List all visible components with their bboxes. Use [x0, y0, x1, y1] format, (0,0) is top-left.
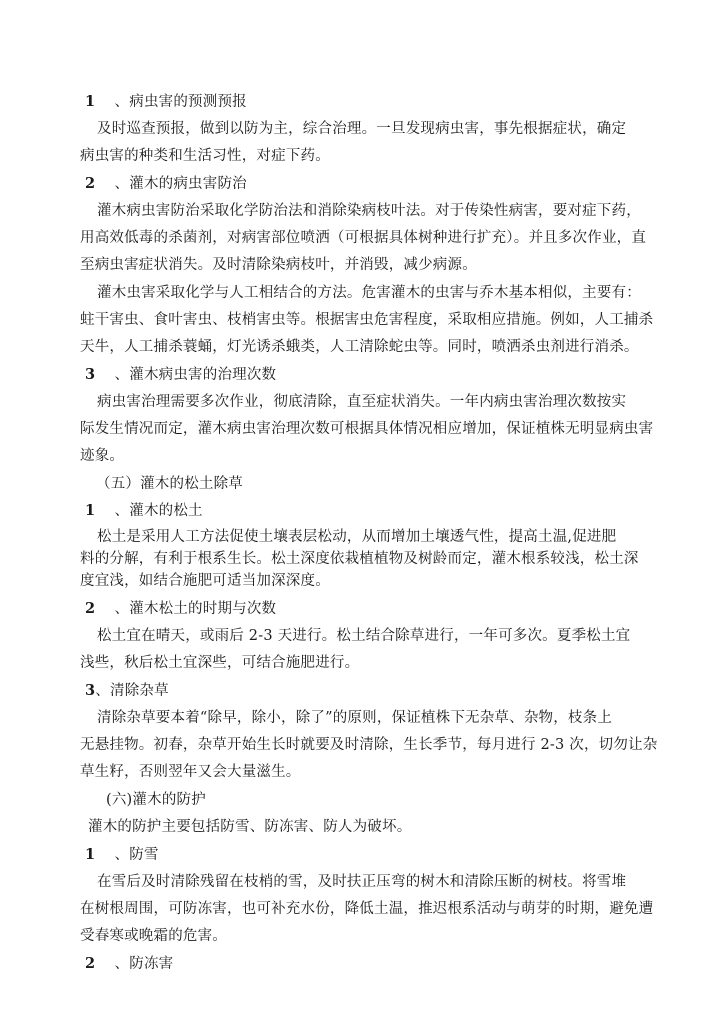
subsection-heading: (六)灌木的防护	[106, 792, 206, 808]
section-heading	[85, 955, 173, 973]
paragraph-line: 松土宜在晴天，或雨后 2-3 天进行。松土结合除草进行，一年可多次。夏季松土宜	[97, 628, 631, 644]
section-title: 、防冻害	[114, 956, 174, 972]
paragraph-line: 灌木虫害采取化学与人工相结合的方法。危害灌木的虫害与乔木基本相似，主要有：	[97, 285, 641, 301]
section-title: 、病虫害的预测预报	[114, 94, 247, 110]
section-title: 、灌木的松土	[114, 503, 203, 519]
paragraph-line: 迹象。	[80, 448, 125, 464]
section-title: 、清除杂草	[95, 683, 169, 699]
paragraph-line: 清除杂草要本着“除早，除小，除了”的原则，保证植株下无杂草、杂物，枝条上	[97, 710, 613, 726]
section-heading	[85, 600, 276, 618]
section-number: 1	[85, 846, 96, 863]
section-title: 、灌木松土的时期与次数	[114, 601, 277, 617]
section-title: 、灌木的病虫害防治	[114, 176, 247, 192]
section-number: 2	[85, 600, 96, 617]
section-number: 2	[85, 955, 96, 972]
paragraph-line: 在树根周围，可防冻害，也可补充水份，降低土温，推迟根系活动与萌芽的时期，避免遭	[80, 901, 654, 917]
section-heading	[85, 846, 159, 864]
section-heading	[85, 93, 247, 111]
paragraph-line: 天牛，人工捕杀蓑蛹，灯光诱杀蛾类，人工清除蛇虫等。同时，喷洒杀虫剂进行消杀。	[80, 339, 639, 355]
paragraph-line: 草生籽，否则翌年又会大量滋生。	[80, 764, 301, 780]
paragraph-line: 用高效低毒的杀菌剂，对病害部位喷洒（可根据具体树种进行扩充）。并且多次作业，直	[80, 230, 647, 246]
paragraph-line: 无悬挂物。初春，杂草开始生长时就要及时清除，生长季节，每月进行 2-3 次，切勿让杂	[80, 737, 658, 753]
section-number: 1	[85, 502, 96, 519]
paragraph-line: 度宜浅，如结合施肥可适当加深深度。	[80, 573, 330, 589]
section-title: 、灌木病虫害的治理次数	[114, 367, 277, 383]
paragraph-line: 受春寒或晚霜的危害。	[80, 928, 227, 944]
paragraph-line: 蛀干害虫、食叶害虫、枝梢害虫等。根据害虫危害程度，采取相应措施。例如，人工捕杀	[80, 312, 654, 328]
section-number: 1	[85, 93, 96, 110]
section-number: 3	[85, 366, 96, 383]
section-number: 3	[85, 682, 96, 699]
paragraph-line: 病虫害治理需要多次作业，彻底清除，直至症状消失。一年内病虫害治理次数按实	[97, 394, 627, 410]
paragraph-line: 至病虫害症状消失。及时清除染病枝叶，并消毁，减少病源。	[80, 257, 477, 273]
paragraph-line: 病虫害的种类和生活习性，对症下药。	[80, 148, 330, 164]
paragraph-line: 松土是采用人工方法促使土壤表层松动，从而增加土壤透气性，提高土温,促进肥	[97, 529, 617, 545]
paragraph-line: 灌木的防护主要包括防雪、防冻害、防人为破坏。	[88, 819, 412, 835]
section-heading	[85, 502, 203, 520]
paragraph-line: 灌木病虫害防治采取化学防治法和消除染病枝叶法。对于传染性病害，要对症下药，	[97, 203, 641, 219]
paragraph-line: 料的分解，有利于根系生长。松土深度依栽植植物及树龄而定，灌木根系较浅，松土深	[80, 551, 639, 567]
paragraph-line: 及时巡查预报，做到以防为主，综合治理。一旦发现病虫害，事先根据症状，确定	[97, 121, 627, 137]
paragraph-line: 在雪后及时清除残留在枝梢的雪，及时扶正压弯的树木和清除压断的树枝。将雪堆	[97, 874, 627, 890]
subsection-heading: （五）灌木的松土除草	[96, 476, 243, 492]
paragraph-line: 际发生情况而定，灌木病虫害治理次数可根据具体情况相应增加，保证植株无明显病虫害	[80, 421, 654, 437]
section-heading	[85, 682, 169, 700]
section-title: 、防雪	[114, 847, 159, 863]
section-heading	[85, 175, 247, 193]
section-number: 2	[85, 175, 96, 192]
paragraph-line: 浅些，秋后松土宜深些，可结合施肥进行。	[80, 655, 360, 671]
section-heading	[85, 366, 276, 384]
